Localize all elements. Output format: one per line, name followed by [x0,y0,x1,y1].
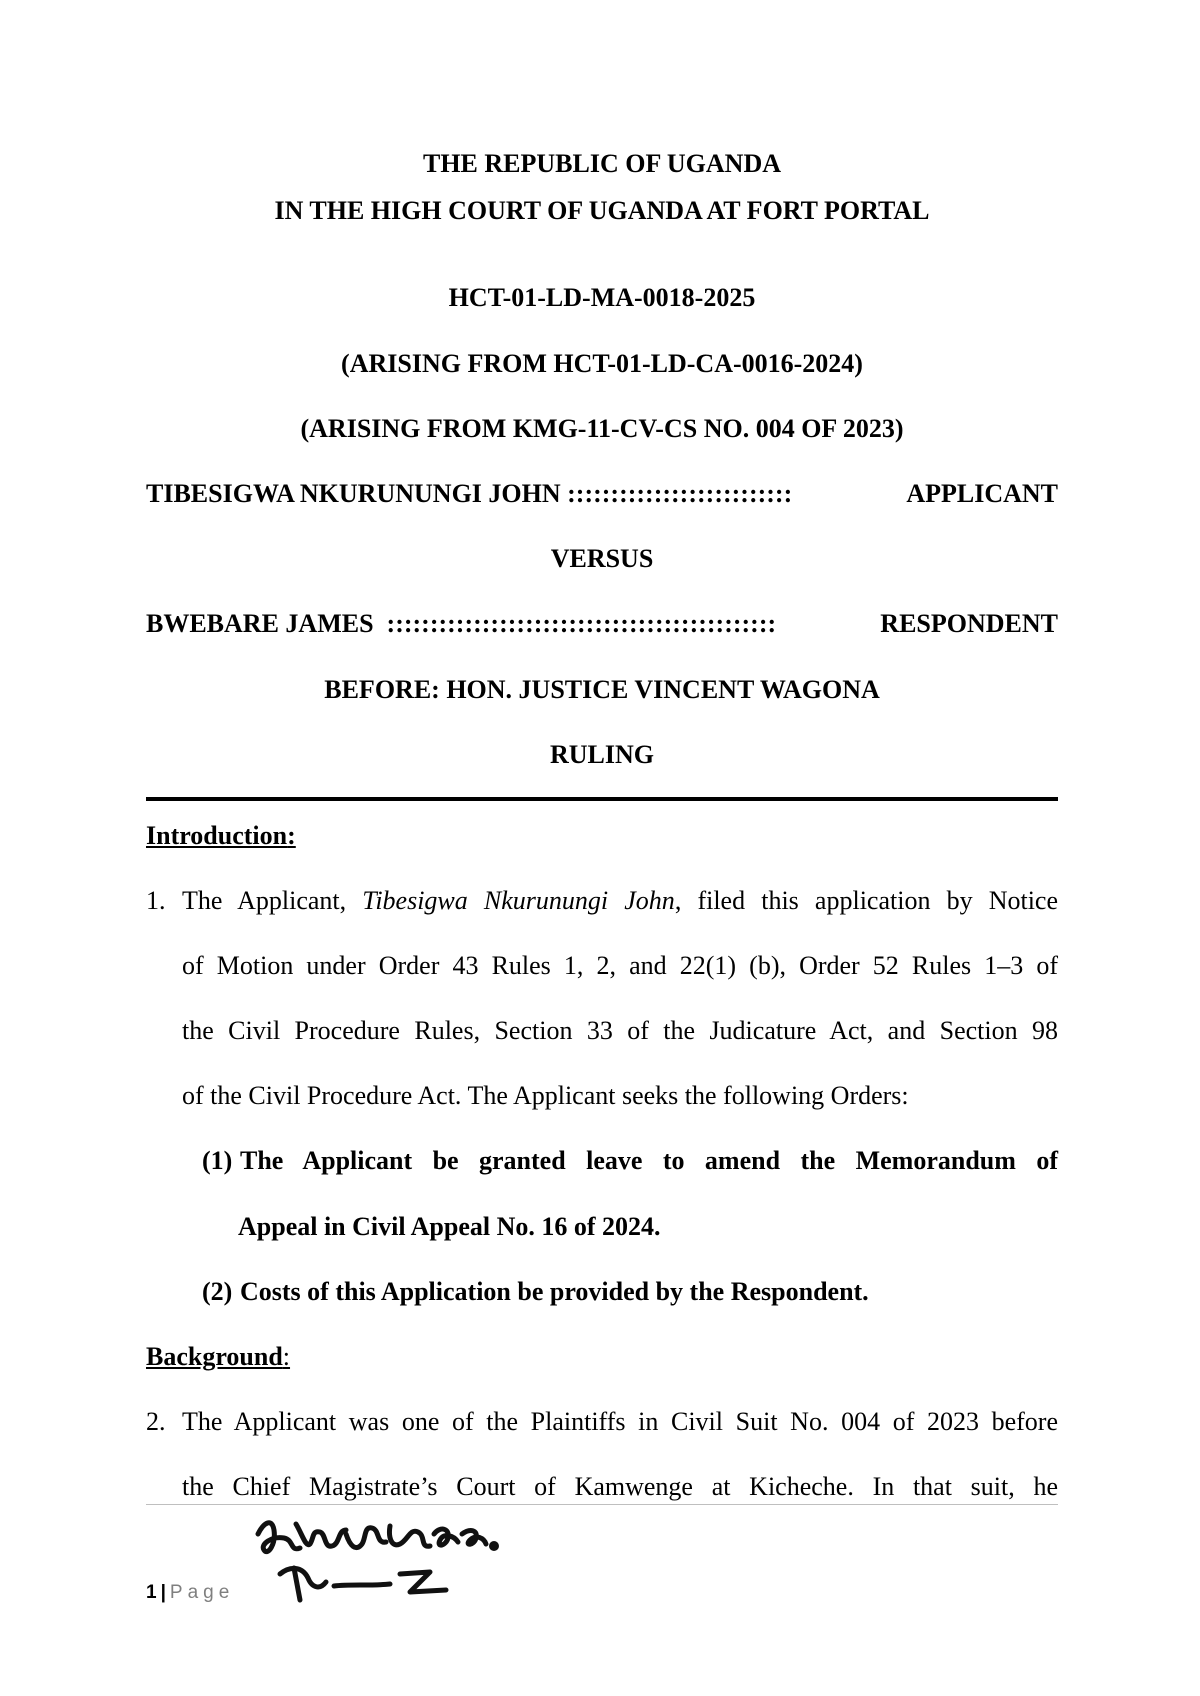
order-number-1: (1) [202,1146,233,1175]
arising-from-appeal: (ARISING FROM HCT-01-LD-CA-0016-2024) [341,349,863,378]
paragraph-1-line-2: of Motion under Order 43 Rules 1, 2, and 22(1) (b), Order 52 Rules 1–3 of [182,951,1058,980]
background-heading [146,1342,290,1372]
page-label: Page [169,1582,235,1603]
background-heading-text: Background [146,1342,283,1371]
applicant-role: APPLICANT [906,479,1058,508]
footer-separator: | [160,1582,166,1603]
order-number-2: (2) [202,1277,233,1306]
applicant-name: TIBESIGWA NKURUNUNGI JOHN :::::::::::::::::::::::::: [146,479,793,508]
order-1-line-1: The Applicant be granted leave to amend the Memorandum of [240,1146,1058,1175]
respondent-line [146,609,1058,639]
paragraph-2-line-1: The Applicant was one of the Plaintiffs in Civil Suit No. 004 of 2023 before [182,1407,1058,1436]
paragraph-number-2: 2. [146,1407,166,1436]
order-2-line-1: Costs of this Application be provided by the Respondent. [240,1277,869,1306]
arising-from-suit: (ARISING FROM KMG-11-CV-CS NO. 004 OF 2023) [300,414,904,443]
paragraph-1-line-4: of the Civil Procedure Act. The Applicant seeks the following Orders: [182,1081,909,1110]
ruling-title: RULING [549,740,654,769]
versus: VERSUS [550,544,654,573]
paragraph-2-line-2: the Chief Magistrate’s Court of Kamwenge at Kicheche. In that suit, he [182,1472,1058,1501]
introduction-heading [146,821,296,851]
paragraph-1-text-b: , filed this application by Notice [674,886,1059,915]
respondent-name: BWEBARE JAMES ::::::::::::::::::::::::::::::::::::::::::::: [146,609,777,638]
applicant-line [146,479,1058,509]
page-number: 1 [146,1582,157,1603]
court-title: IN THE HIGH COURT OF UGANDA AT FORT PORTAL [274,196,930,225]
page-footer [146,1582,234,1604]
republic-title: THE REPUBLIC OF UGANDA [422,149,781,178]
judge-signature [250,1504,530,1614]
paragraph-1-line-1 [182,886,1058,916]
respondent-role: RESPONDENT [880,609,1058,638]
case-number: HCT-01-LD-MA-0018-2025 [448,283,756,312]
applicant-name-italic: Tibesigwa Nkurunungi John [362,886,675,915]
paragraph-number-1: 1. [146,886,166,915]
heading-divider [146,797,1058,801]
order-1-line-2: Appeal in Civil Appeal No. 16 of 2024. [238,1212,661,1241]
before-judge: BEFORE: HON. JUSTICE VINCENT WAGONA [324,675,880,704]
paragraph-1-text-a: The Applicant, [182,886,363,915]
introduction-heading-text: Introduction [146,821,288,850]
paragraph-1-line-3: the Civil Procedure Rules, Section 33 of the Judicature Act, and Section 98 [182,1016,1058,1045]
background-heading-colon: : [282,1342,291,1371]
introduction-heading-colon: : [287,821,296,850]
